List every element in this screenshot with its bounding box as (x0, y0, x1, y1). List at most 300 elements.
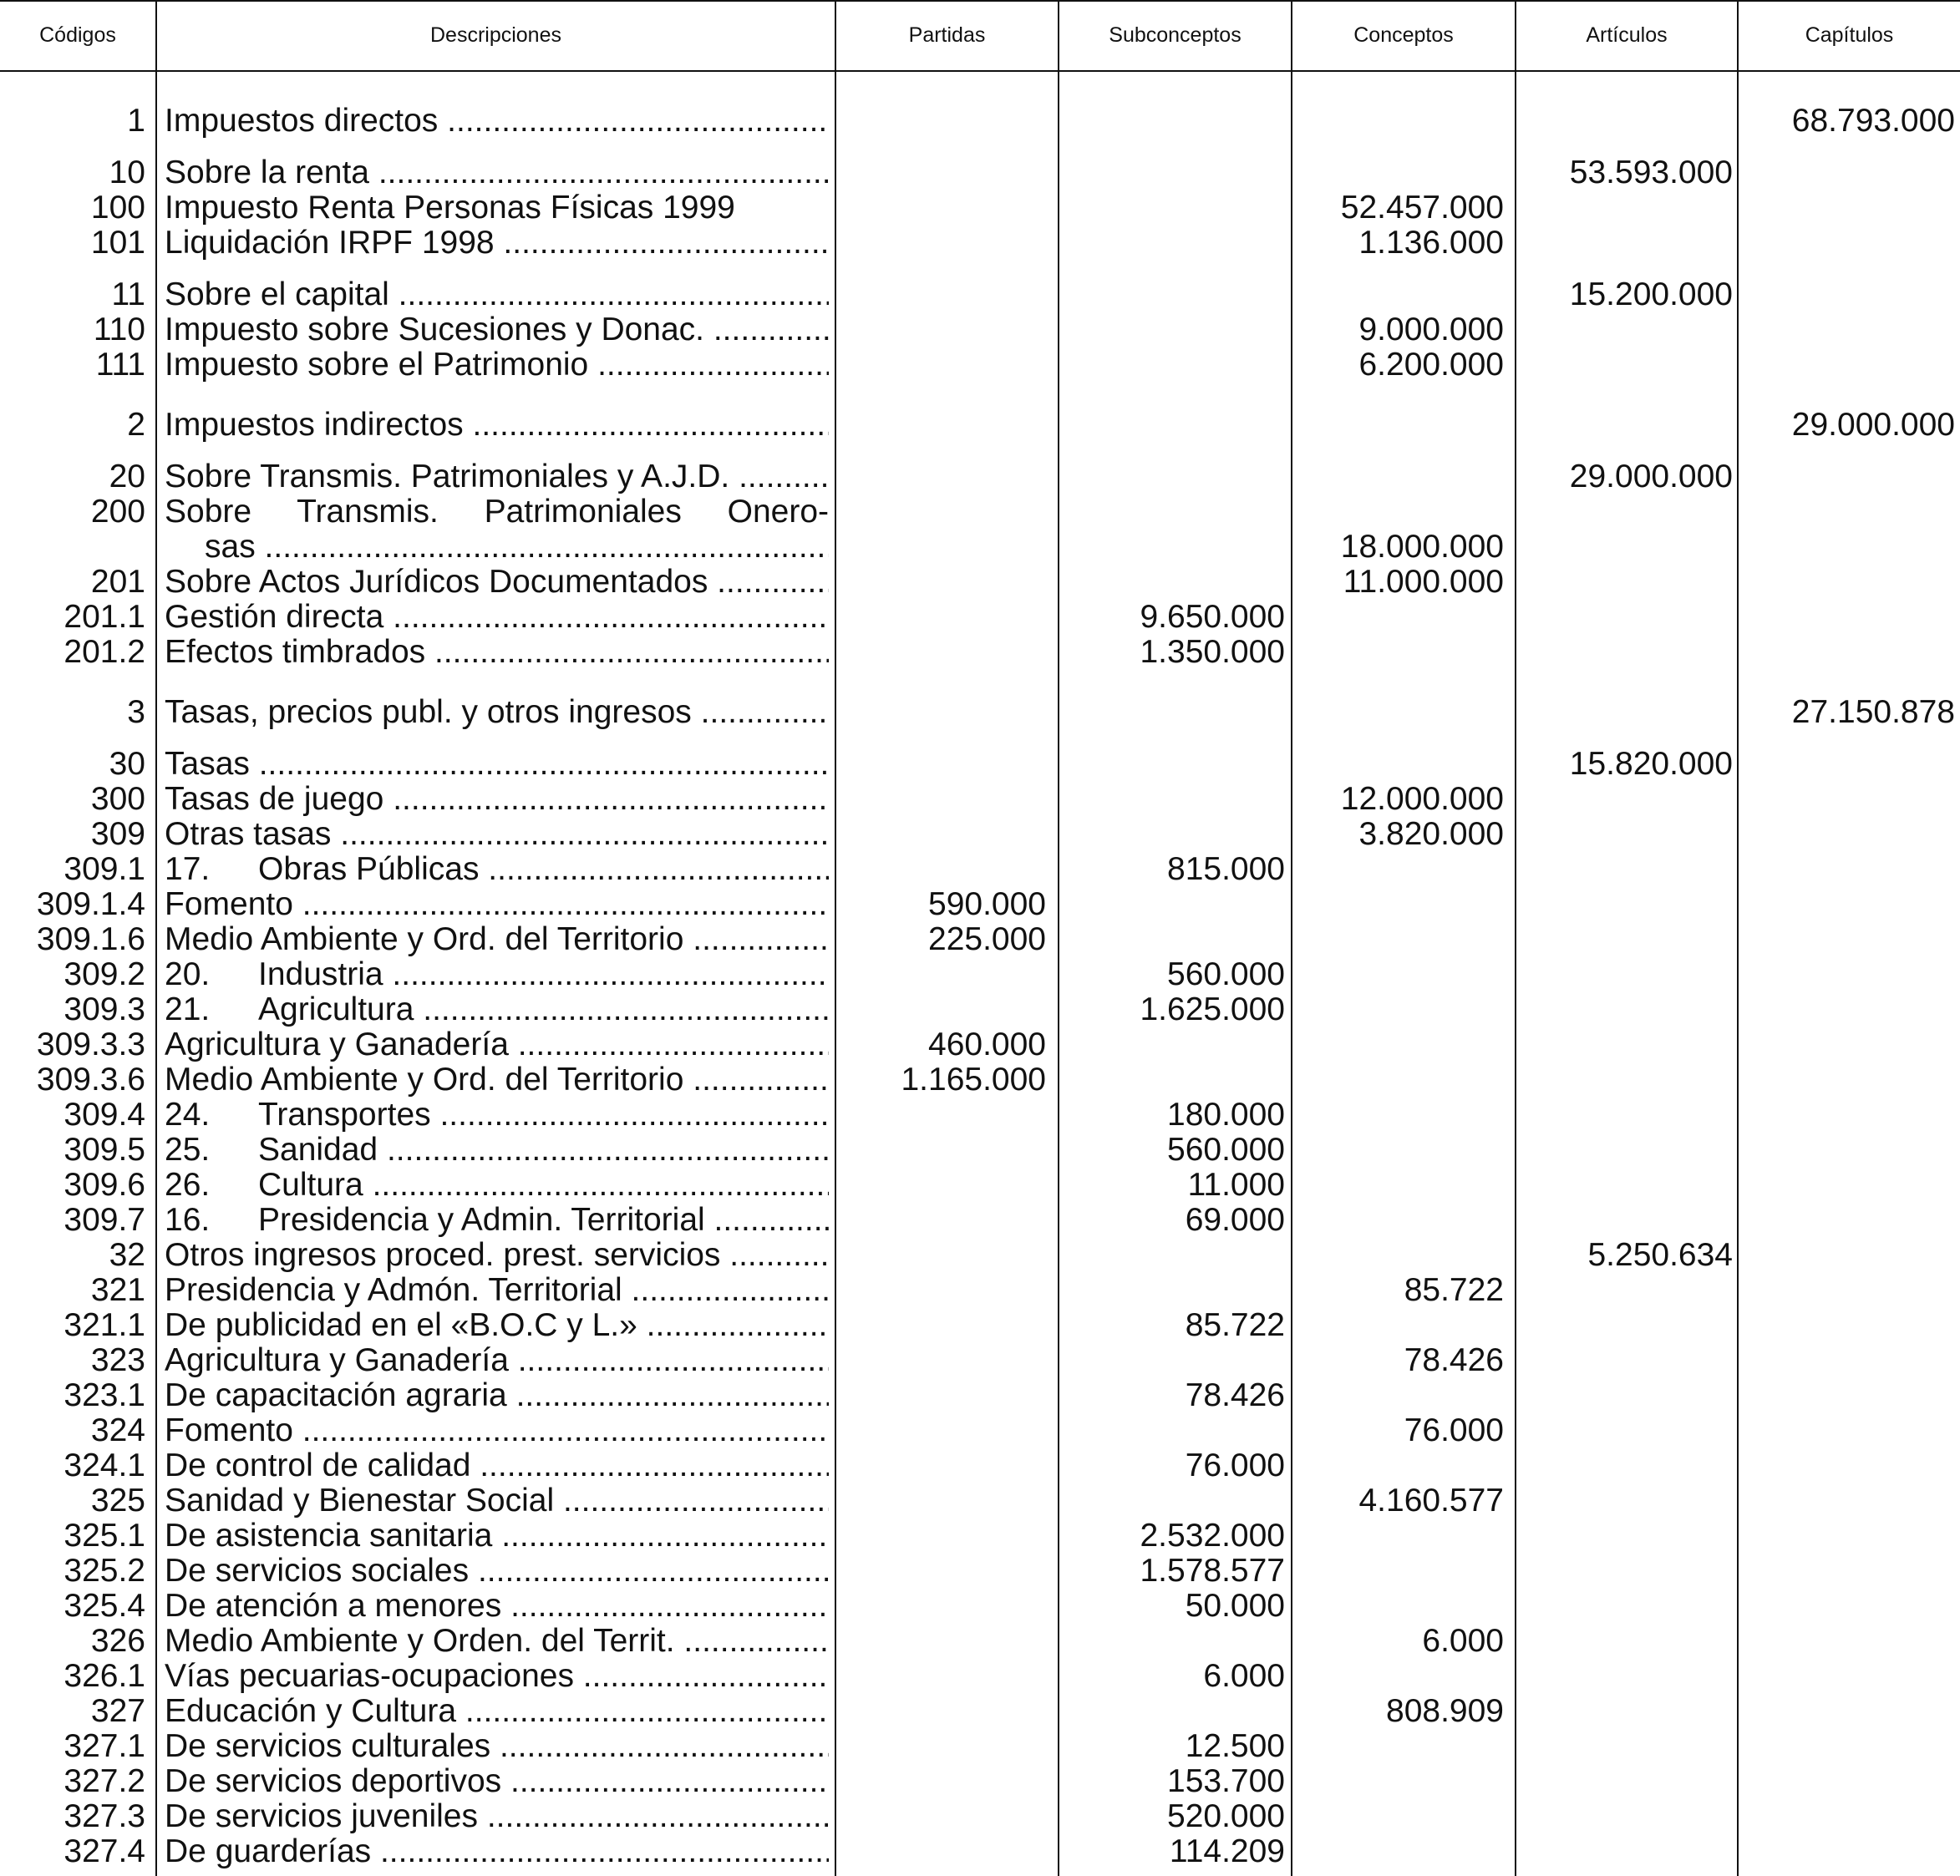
row-subconceptos (1061, 1343, 1285, 1378)
row-partidas (845, 1519, 1046, 1554)
row-conceptos (1300, 1764, 1504, 1799)
row-code: 309.3.6 (36, 1062, 145, 1098)
row-description-text: Fomento (165, 887, 293, 922)
table-row (0, 695, 1960, 730)
row-conceptos (1300, 992, 1504, 1027)
row-partidas (845, 695, 1046, 730)
row-conceptos (1300, 1659, 1504, 1694)
row-description (165, 459, 829, 494)
row-articulos (1522, 1308, 1733, 1343)
table-row (0, 530, 1960, 565)
row-partidas (845, 104, 1046, 139)
row-conceptos (1300, 1203, 1504, 1238)
row-partidas (845, 1203, 1046, 1238)
row-articulos: 29.000.000 (1569, 459, 1733, 494)
table-row (0, 226, 1960, 261)
row-articulos (1522, 1659, 1733, 1694)
row-code: 325 (90, 1483, 145, 1519)
row-subconceptos (1061, 190, 1285, 226)
row-articulos (1522, 635, 1733, 670)
table-row (0, 1729, 1960, 1764)
row-description (165, 565, 829, 600)
table-row (0, 1378, 1960, 1413)
row-articulos (1522, 922, 1733, 957)
row-articulos (1522, 190, 1733, 226)
row-description (165, 1168, 829, 1203)
row-capitulos (1746, 1378, 1955, 1413)
row-conceptos (1300, 887, 1504, 922)
row-capitulos (1746, 747, 1955, 782)
row-code: 309.4 (63, 1097, 145, 1133)
table-row (0, 1694, 1960, 1729)
row-partidas (845, 852, 1046, 887)
row-articulos (1522, 1554, 1733, 1589)
row-capitulos (1746, 1062, 1955, 1098)
row-description-text: Sobre el capital (165, 277, 389, 312)
row-description-text: Otras tasas (165, 817, 332, 852)
row-partidas (845, 226, 1046, 261)
row-subconceptos: 76.000 (1185, 1448, 1285, 1483)
row-description (165, 1764, 829, 1799)
row-articulos (1522, 104, 1733, 139)
row-conceptos (1300, 1834, 1504, 1869)
row-description-text: Cultura (258, 1168, 363, 1203)
row-subconceptos: 1.578.577 (1140, 1553, 1285, 1589)
row-articulos (1522, 1834, 1733, 1869)
row-code: 327.4 (63, 1833, 145, 1869)
row-description (165, 782, 829, 817)
row-articulos (1522, 347, 1733, 383)
row-description-text: Sanidad y Bienestar Social (165, 1483, 555, 1519)
row-subconceptos (1061, 530, 1285, 565)
table-row (0, 1764, 1960, 1799)
row-conceptos (1300, 408, 1504, 443)
row-description-text: Tasas de juego (165, 782, 384, 817)
row-description-text: Agricultura (258, 992, 414, 1027)
row-capitulos (1746, 852, 1955, 887)
table-row (0, 992, 1960, 1027)
row-code: 324 (90, 1412, 145, 1448)
row-description-text: De capacitación agraria (165, 1378, 507, 1413)
row-articulos (1522, 887, 1733, 922)
row-articulos (1522, 226, 1733, 261)
row-conceptos (1300, 922, 1504, 957)
row-subconceptos (1061, 1624, 1285, 1659)
row-subconceptos: 6.000 (1203, 1658, 1285, 1694)
row-description-text: Presidencia y Admin. Territorial (258, 1203, 705, 1238)
row-conceptos (1300, 747, 1504, 782)
row-subconceptos (1061, 226, 1285, 261)
table-row (0, 494, 1960, 530)
row-description (165, 635, 829, 670)
row-conceptos (1300, 104, 1504, 139)
row-conceptos: 85.722 (1404, 1272, 1504, 1308)
row-description (165, 1133, 829, 1168)
row-partidas (845, 747, 1046, 782)
table-row (0, 277, 1960, 312)
row-description-text: Agricultura y Ganadería (165, 1343, 509, 1378)
table-row (0, 190, 1960, 226)
row-description (165, 1098, 829, 1133)
row-subconceptos (1061, 695, 1285, 730)
row-description (165, 312, 829, 347)
header-partidas: Partidas (908, 23, 986, 47)
row-description (165, 1483, 829, 1519)
row-description-text: Medio Ambiente y Ord. del Territorio (165, 1062, 684, 1098)
row-partidas (845, 1133, 1046, 1168)
row-code: 200 (90, 494, 145, 530)
row-subconceptos (1061, 922, 1285, 957)
table-row (0, 408, 1960, 443)
row-capitulos (1746, 565, 1955, 600)
row-partidas (845, 1413, 1046, 1448)
table-row (0, 1413, 1960, 1448)
row-description (165, 1519, 829, 1554)
row-articulos (1522, 1168, 1733, 1203)
row-description-text: Efectos timbrados (165, 635, 426, 670)
row-description-text: Medio Ambiente y Ord. del Territorio (165, 922, 684, 957)
row-description-text: Agricultura y Ganadería (165, 1027, 509, 1062)
row-subconceptos (1061, 494, 1285, 530)
row-articulos (1522, 1133, 1733, 1168)
row-partidas (845, 1589, 1046, 1624)
row-code: 111 (95, 347, 145, 383)
row-description-text: De servicios sociales (165, 1554, 470, 1589)
row-capitulos (1746, 635, 1955, 670)
table-row (0, 1308, 1960, 1343)
table-row (0, 1589, 1960, 1624)
row-description-text: Sobre Actos Jurídicos Documentados (165, 565, 708, 600)
row-articulos (1522, 782, 1733, 817)
row-conceptos: 52.457.000 (1340, 190, 1504, 226)
row-capitulos (1746, 782, 1955, 817)
row-capitulos (1746, 459, 1955, 494)
row-capitulos (1746, 1098, 1955, 1133)
row-description-text: Vías pecuarias-ocupaciones (165, 1659, 574, 1694)
table-row (0, 104, 1960, 139)
row-code: 201.1 (63, 599, 145, 635)
row-code: 300 (90, 781, 145, 817)
row-description (165, 1203, 829, 1238)
table-row (0, 1203, 1960, 1238)
row-section-number: 21. (165, 992, 211, 1027)
row-description-text: Sanidad (258, 1133, 378, 1168)
row-section-number: 25. (165, 1133, 211, 1168)
row-description-text: Impuesto Renta Personas Físicas 1999 (165, 190, 735, 226)
row-subconceptos (1061, 1238, 1285, 1273)
table-row (0, 1554, 1960, 1589)
row-description (165, 104, 829, 139)
row-description-text: Presidencia y Admón. Territorial (165, 1273, 622, 1308)
row-subconceptos: 560.000 (1167, 1132, 1285, 1168)
row-articulos: 5.250.634 (1587, 1237, 1733, 1273)
row-description-text: Obras Públicas (258, 852, 480, 887)
table-row (0, 1238, 1960, 1273)
row-description (165, 408, 829, 443)
row-code: 309.1.6 (36, 921, 145, 957)
row-capitulos (1746, 1834, 1955, 1869)
row-capitulos (1746, 347, 1955, 383)
row-description (165, 1694, 829, 1729)
row-description (165, 190, 829, 226)
header-conceptos: Conceptos (1353, 23, 1454, 47)
table-row (0, 565, 1960, 600)
row-code: 309.3.3 (36, 1027, 145, 1062)
row-subconceptos: 153.700 (1167, 1763, 1285, 1799)
row-subconceptos: 1.625.000 (1140, 991, 1285, 1027)
row-description (165, 1378, 829, 1413)
row-subconceptos (1061, 1062, 1285, 1098)
row-capitulos (1746, 1624, 1955, 1659)
row-code: 327.2 (63, 1763, 145, 1799)
row-articulos (1522, 530, 1733, 565)
row-code: 309.6 (63, 1167, 145, 1203)
row-partidas (845, 1729, 1046, 1764)
row-code: 3 (127, 694, 145, 730)
row-subconceptos (1061, 565, 1285, 600)
row-capitulos (1746, 1483, 1955, 1519)
table-row (0, 782, 1960, 817)
row-capitulos (1746, 1203, 1955, 1238)
header-descripciones: Descripciones (429, 23, 561, 47)
row-code: 1 (127, 103, 145, 139)
row-capitulos (1746, 1764, 1955, 1799)
row-description-text: Industria (258, 957, 383, 992)
row-partidas (845, 992, 1046, 1027)
row-conceptos (1300, 1062, 1504, 1098)
row-subconceptos (1061, 887, 1285, 922)
row-description (165, 1343, 829, 1378)
row-articulos (1522, 992, 1733, 1027)
row-partidas (845, 277, 1046, 312)
row-articulos: 53.593.000 (1569, 155, 1733, 190)
row-partidas (845, 1834, 1046, 1869)
row-code: 321 (90, 1272, 145, 1308)
row-capitulos (1746, 1694, 1955, 1729)
row-code: 309.2 (63, 956, 145, 992)
row-partidas (845, 408, 1046, 443)
row-conceptos: 18.000.000 (1340, 529, 1504, 565)
row-code: 327.1 (63, 1728, 145, 1764)
row-description (165, 226, 829, 261)
row-code: 325.2 (63, 1553, 145, 1589)
row-capitulos (1746, 1238, 1955, 1273)
row-code: 100 (90, 190, 145, 226)
row-code: 309.5 (63, 1132, 145, 1168)
row-description (165, 1834, 829, 1869)
row-articulos (1522, 695, 1733, 730)
row-subconceptos (1061, 347, 1285, 383)
table-row (0, 1519, 1960, 1554)
row-description (165, 852, 829, 887)
row-partidas (845, 494, 1046, 530)
row-description (165, 155, 829, 190)
row-articulos (1522, 312, 1733, 347)
row-conceptos: 78.426 (1404, 1342, 1504, 1378)
row-description-text: De servicios deportivos (165, 1764, 502, 1799)
row-partidas (845, 957, 1046, 992)
row-partidas (845, 312, 1046, 347)
row-conceptos: 6.200.000 (1358, 347, 1504, 383)
row-subconceptos: 520.000 (1167, 1798, 1285, 1834)
table-row (0, 1098, 1960, 1133)
row-description (165, 1062, 829, 1098)
row-subconceptos: 50.000 (1185, 1588, 1285, 1624)
row-partidas (845, 635, 1046, 670)
row-capitulos (1746, 1799, 1955, 1834)
row-articulos (1522, 817, 1733, 852)
row-section-number: 17. (165, 852, 211, 887)
row-conceptos (1300, 1308, 1504, 1343)
row-code: 20 (109, 459, 145, 494)
row-partidas (845, 1168, 1046, 1203)
table-row (0, 1659, 1960, 1694)
row-description (165, 494, 829, 530)
row-articulos (1522, 408, 1733, 443)
row-capitulos (1746, 992, 1955, 1027)
table-row (0, 1027, 1960, 1062)
row-partidas (845, 1378, 1046, 1413)
row-capitulos (1746, 1448, 1955, 1483)
row-partidas (845, 1448, 1046, 1483)
row-capitulos (1746, 312, 1955, 347)
row-description (165, 1413, 829, 1448)
row-code: 30 (109, 746, 145, 782)
table-row (0, 1624, 1960, 1659)
row-articulos (1522, 1203, 1733, 1238)
row-conceptos: 76.000 (1404, 1412, 1504, 1448)
row-code: 309.1.4 (36, 886, 145, 922)
row-description-text: Otros ingresos proced. prest. servicios (165, 1238, 721, 1273)
row-subconceptos (1061, 782, 1285, 817)
row-conceptos (1300, 1133, 1504, 1168)
row-code: 110 (93, 312, 145, 347)
table-row (0, 852, 1960, 887)
row-code: 309.3 (63, 991, 145, 1027)
row-partidas (845, 1238, 1046, 1273)
row-code: 201 (90, 564, 145, 600)
row-articulos (1522, 1694, 1733, 1729)
row-description-text: Transportes (258, 1098, 431, 1133)
row-articulos (1522, 565, 1733, 600)
row-partidas: 1.165.000 (901, 1062, 1046, 1098)
row-partidas (845, 155, 1046, 190)
row-description (165, 1659, 829, 1694)
row-subconceptos (1061, 312, 1285, 347)
row-articulos (1522, 1624, 1733, 1659)
row-subconceptos (1061, 1027, 1285, 1062)
row-code: 11 (111, 276, 145, 312)
row-code: 327.3 (63, 1798, 145, 1834)
row-conceptos (1300, 1799, 1504, 1834)
row-capitulos (1746, 817, 1955, 852)
row-subconceptos (1061, 817, 1285, 852)
table-row (0, 155, 1960, 190)
row-subconceptos (1061, 1694, 1285, 1729)
row-description (165, 957, 829, 992)
table-row (0, 1168, 1960, 1203)
row-description-text: De servicios culturales (165, 1729, 491, 1764)
row-articulos: 15.820.000 (1569, 746, 1733, 782)
row-description-text: Medio Ambiente y Orden. del Territ. (165, 1624, 675, 1659)
row-description-text: Impuesto sobre Sucesiones y Donac. (165, 312, 705, 347)
row-description (165, 1624, 829, 1659)
row-code: 309.1 (63, 851, 145, 887)
row-description-text: De atención a menores (165, 1589, 502, 1624)
row-articulos (1522, 1343, 1733, 1378)
row-description-text: Gestión directa (165, 600, 384, 635)
row-description (165, 817, 829, 852)
row-section-number: 26. (165, 1168, 211, 1203)
row-capitulos (1746, 1519, 1955, 1554)
table-row (0, 1343, 1960, 1378)
row-description-text: Sobre Transmis. Patrimoniales Onero- (165, 494, 829, 530)
row-description-text: Educación y Cultura (165, 1694, 457, 1729)
row-partidas (845, 530, 1046, 565)
row-partidas (845, 600, 1046, 635)
row-description-text: Impuestos indirectos (165, 408, 464, 443)
row-description (165, 347, 829, 383)
row-articulos: 15.200.000 (1569, 276, 1733, 312)
table-row (0, 1273, 1960, 1308)
row-description-text: De control de calidad (165, 1448, 471, 1483)
row-description-text: Liquidación IRPF 1998 (165, 226, 495, 261)
row-code: 325.4 (63, 1588, 145, 1624)
row-partidas (845, 459, 1046, 494)
row-description-text: De asistencia sanitaria (165, 1519, 493, 1554)
row-partidas (845, 782, 1046, 817)
row-capitulos (1746, 226, 1955, 261)
row-description (165, 887, 829, 922)
table-row (0, 1062, 1960, 1098)
row-conceptos: 3.820.000 (1358, 816, 1504, 852)
row-conceptos (1300, 1378, 1504, 1413)
row-capitulos (1746, 1554, 1955, 1589)
row-partidas (845, 1273, 1046, 1308)
row-conceptos (1300, 1168, 1504, 1203)
row-capitulos (1746, 1168, 1955, 1203)
row-conceptos (1300, 695, 1504, 730)
row-capitulos (1746, 957, 1955, 992)
row-description-text: De publicidad en el «B.O.C y L.» (165, 1308, 637, 1343)
row-subconceptos: 2.532.000 (1140, 1518, 1285, 1554)
row-conceptos: 808.909 (1386, 1693, 1504, 1729)
table-row (0, 635, 1960, 670)
row-articulos (1522, 1799, 1733, 1834)
row-code: 309.7 (63, 1202, 145, 1238)
row-partidas (845, 1343, 1046, 1378)
table-row (0, 817, 1960, 852)
row-conceptos: 12.000.000 (1340, 781, 1504, 817)
row-articulos (1522, 1273, 1733, 1308)
row-description-text: Tasas (165, 747, 250, 782)
table-row (0, 1834, 1960, 1869)
row-description (165, 1273, 829, 1308)
row-capitulos (1746, 887, 1955, 922)
row-conceptos (1300, 1554, 1504, 1589)
row-subconceptos: 9.650.000 (1140, 599, 1285, 635)
row-conceptos (1300, 1729, 1504, 1764)
row-capitulos (1746, 277, 1955, 312)
row-partidas (845, 1799, 1046, 1834)
row-conceptos (1300, 635, 1504, 670)
row-capitulos (1746, 530, 1955, 565)
row-description (165, 1589, 829, 1624)
row-capitulos (1746, 1133, 1955, 1168)
row-articulos (1522, 1729, 1733, 1764)
row-partidas (845, 1308, 1046, 1343)
row-subconceptos (1061, 747, 1285, 782)
